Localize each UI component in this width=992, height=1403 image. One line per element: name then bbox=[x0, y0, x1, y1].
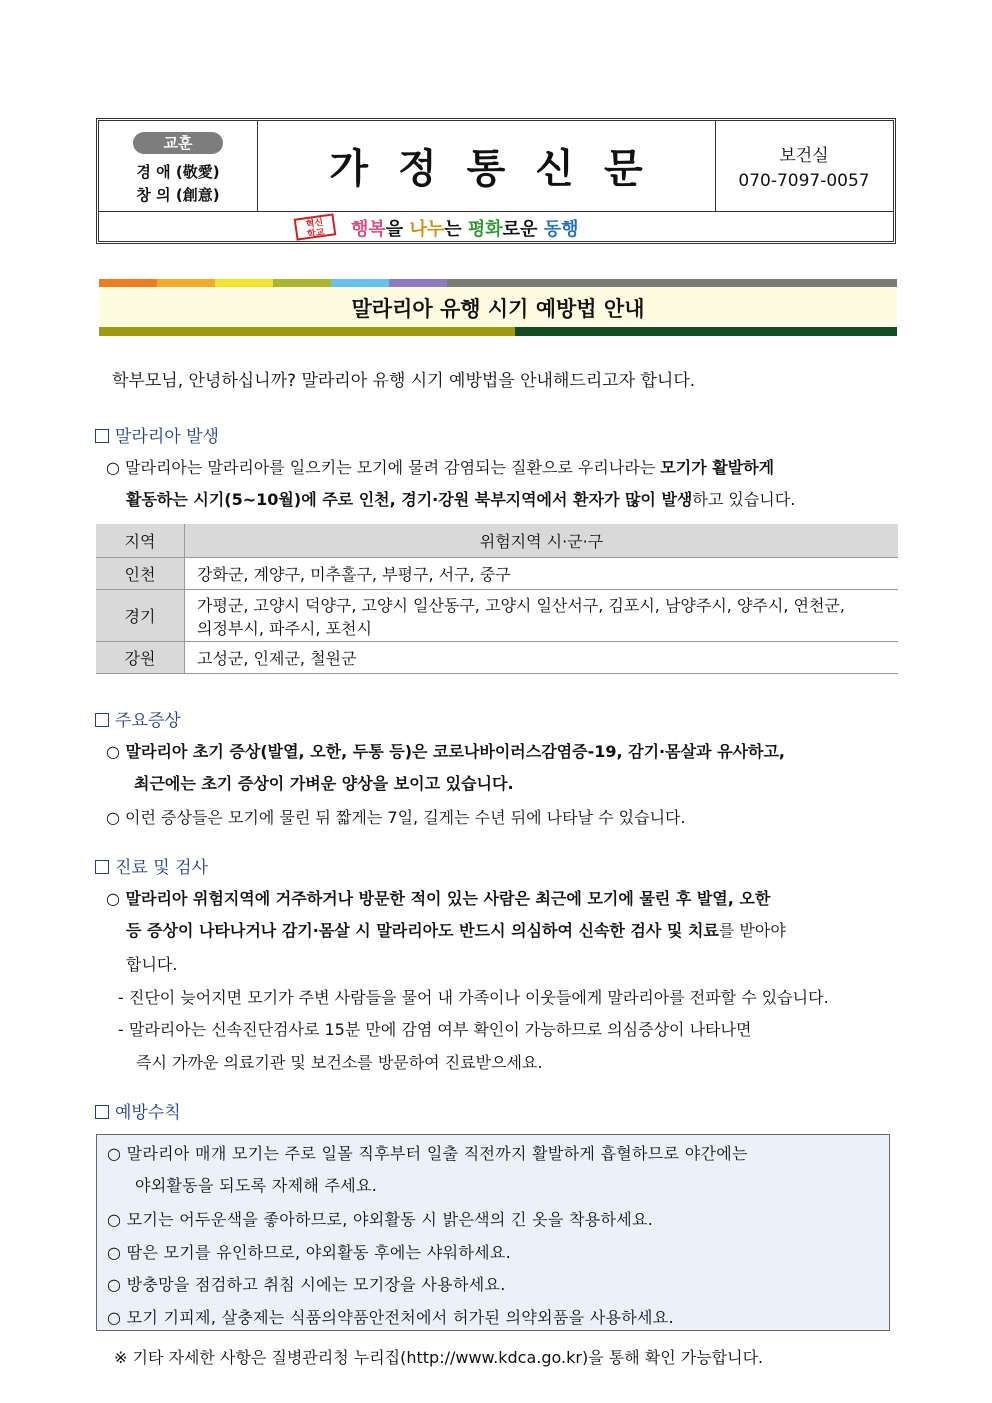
table-header-row bbox=[96, 524, 898, 558]
motto-line-1: 경 애 (敬愛) bbox=[136, 163, 220, 181]
color-bar-purple bbox=[389, 279, 447, 287]
color-bar-orange bbox=[99, 279, 157, 287]
checkbox-square-icon bbox=[95, 429, 109, 443]
section-heading-symptoms: 주요증상 bbox=[95, 706, 181, 731]
table-row bbox=[96, 590, 898, 642]
color-bar-amber bbox=[157, 279, 215, 287]
risk-region-table bbox=[96, 524, 898, 674]
prevention-box bbox=[96, 1134, 890, 1331]
treatment-line-2: 등 증상이 나타나거나 감기·몸살 시 말라리아도 반드시 의심하여 신속한 검사 및 치료를 받아야 bbox=[126, 921, 786, 940]
prevention-item: 야외활동을 되도록 자제해 주세요. bbox=[135, 1176, 378, 1195]
school-slogan: 행복을 나누는 평화로운 동행 bbox=[351, 219, 579, 240]
innovation-school-stamp: 혁신 학교 bbox=[294, 213, 337, 240]
section-heading-prevention: 예방수칙 bbox=[95, 1098, 181, 1123]
treatment-line-3: 합니다. bbox=[126, 955, 178, 974]
section-heading-treatment: 진료 및 검사 bbox=[95, 853, 208, 878]
col-header-region: 지역 bbox=[96, 524, 185, 558]
table-row bbox=[96, 558, 898, 590]
areas-cell: 고성군, 인제군, 철원군 bbox=[185, 642, 899, 674]
motto-line-2: 창 의 (創意) bbox=[136, 186, 220, 204]
intro-text: 학부모님, 안녕하십니까? 말라리아 유행 시기 예방법을 안내해드리고자 합니다. bbox=[112, 371, 696, 391]
slogan-row bbox=[99, 211, 893, 242]
checkbox-square-icon bbox=[95, 860, 109, 874]
footer-note: ※ 기타 자세한 사항은 질병관리청 누리집(http://www.kdca.go.kr)을 통해 확인 가능합니다. bbox=[114, 1348, 764, 1367]
prevention-item: ○ 모기 기피제, 살충제는 식품의약품안전처에서 허가된 의약외품을 사용하세요. bbox=[107, 1308, 674, 1327]
occurrence-line-1: ○ 말라리아는 말라리아를 일으키는 모기에 물려 감염되는 질환으로 우리나라는 모기가 활발하게 bbox=[106, 458, 775, 477]
region-cell: 강원 bbox=[96, 642, 185, 674]
school-motto bbox=[99, 121, 258, 211]
prevention-item: ○ 말라리아 매개 모기는 주로 일몰 직후부터 일출 직전까지 활발하게 흡혈하므로 야간에는 bbox=[107, 1144, 748, 1163]
contact-cell bbox=[715, 121, 893, 211]
prevention-item: ○ 방충망을 점검하고 취침 시에는 모기장을 사용하세요. bbox=[107, 1275, 506, 1294]
title-cell bbox=[257, 121, 716, 211]
banner-title: 말라리아 유행 시기 예방법 안내 bbox=[351, 297, 645, 321]
treatment-line-6: 즉시 가까운 의료기관 및 보건소를 방문하여 진료받으세요. bbox=[136, 1053, 543, 1072]
color-bar-olive bbox=[273, 279, 331, 287]
region-cell: 인천 bbox=[96, 558, 185, 590]
region-cell: 경기 bbox=[96, 590, 185, 642]
table-row bbox=[96, 642, 898, 674]
motto-badge: 교훈 bbox=[133, 132, 223, 154]
section-heading-occurrence: 말라리아 발생 bbox=[95, 422, 219, 447]
symptoms-line-1: ○ 말라리아 초기 증상(발열, 오한, 두통 등)은 코로나바이러스감염증-19, 감기·몸살과 유사하고, bbox=[106, 742, 785, 761]
treatment-line-4: - 진단이 늦어지면 모기가 주변 사람들을 물어 내 가족이나 이웃들에게 말라리아를 전파할 수 있습니다. bbox=[118, 988, 829, 1007]
prevention-item: ○ 땀은 모기를 유인하므로, 야외활동 후에는 샤워하세요. bbox=[107, 1243, 511, 1262]
occurrence-line-2: 활동하는 시기(5~10월)에 주로 인천, 경기·강원 북부지역에서 환자가 많이 발생하고 있습니다. bbox=[126, 490, 796, 509]
color-bar-sky bbox=[331, 279, 389, 287]
department-name: 보건실 bbox=[779, 146, 829, 166]
phone-number: 070-7097-0057 bbox=[738, 171, 870, 191]
bottom-bar-olive bbox=[99, 327, 515, 336]
bottom-bar-green bbox=[515, 327, 897, 336]
checkbox-square-icon bbox=[95, 1105, 109, 1119]
col-header-areas: 위험지역 시·군·구 bbox=[185, 524, 899, 558]
treatment-line-5: - 말라리아는 신속진단검사로 15분 만에 감염 여부 확인이 가능하므로 의심증상이 나타나면 bbox=[118, 1020, 752, 1039]
treatment-line-1: ○ 말라리아 위험지역에 거주하거나 방문한 적이 있는 사람은 최근에 모기에 물린 후 발열, 오한 bbox=[106, 889, 771, 908]
newsletter-header bbox=[96, 118, 896, 244]
areas-cell: 가평군, 고양시 덕양구, 고양시 일산동구, 고양시 일산서구, 김포시, 남양주시, 양주시, 연천군, 의정부시, 파주시, 포천시 bbox=[185, 590, 899, 642]
newsletter-title: 가정통신문 bbox=[329, 146, 673, 192]
symptoms-line-3: ○ 이런 증상들은 모기에 물린 뒤 짧게는 7일, 길게는 수년 뒤에 나타날 수 있습니다. bbox=[106, 808, 686, 827]
color-bar-yellow bbox=[215, 279, 273, 287]
color-bar-gray bbox=[447, 279, 897, 287]
checkbox-square-icon bbox=[95, 713, 109, 727]
symptoms-line-2: 최근에는 초기 증상이 가벼운 양상을 보이고 있습니다. bbox=[134, 774, 514, 793]
prevention-item: ○ 모기는 어두운색을 좋아하므로, 야외활동 시 밝은색의 긴 옷을 착용하세요. bbox=[107, 1210, 654, 1229]
title-banner bbox=[99, 287, 897, 327]
areas-cell: 강화군, 계양구, 미추홀구, 부평구, 서구, 중구 bbox=[185, 558, 899, 590]
